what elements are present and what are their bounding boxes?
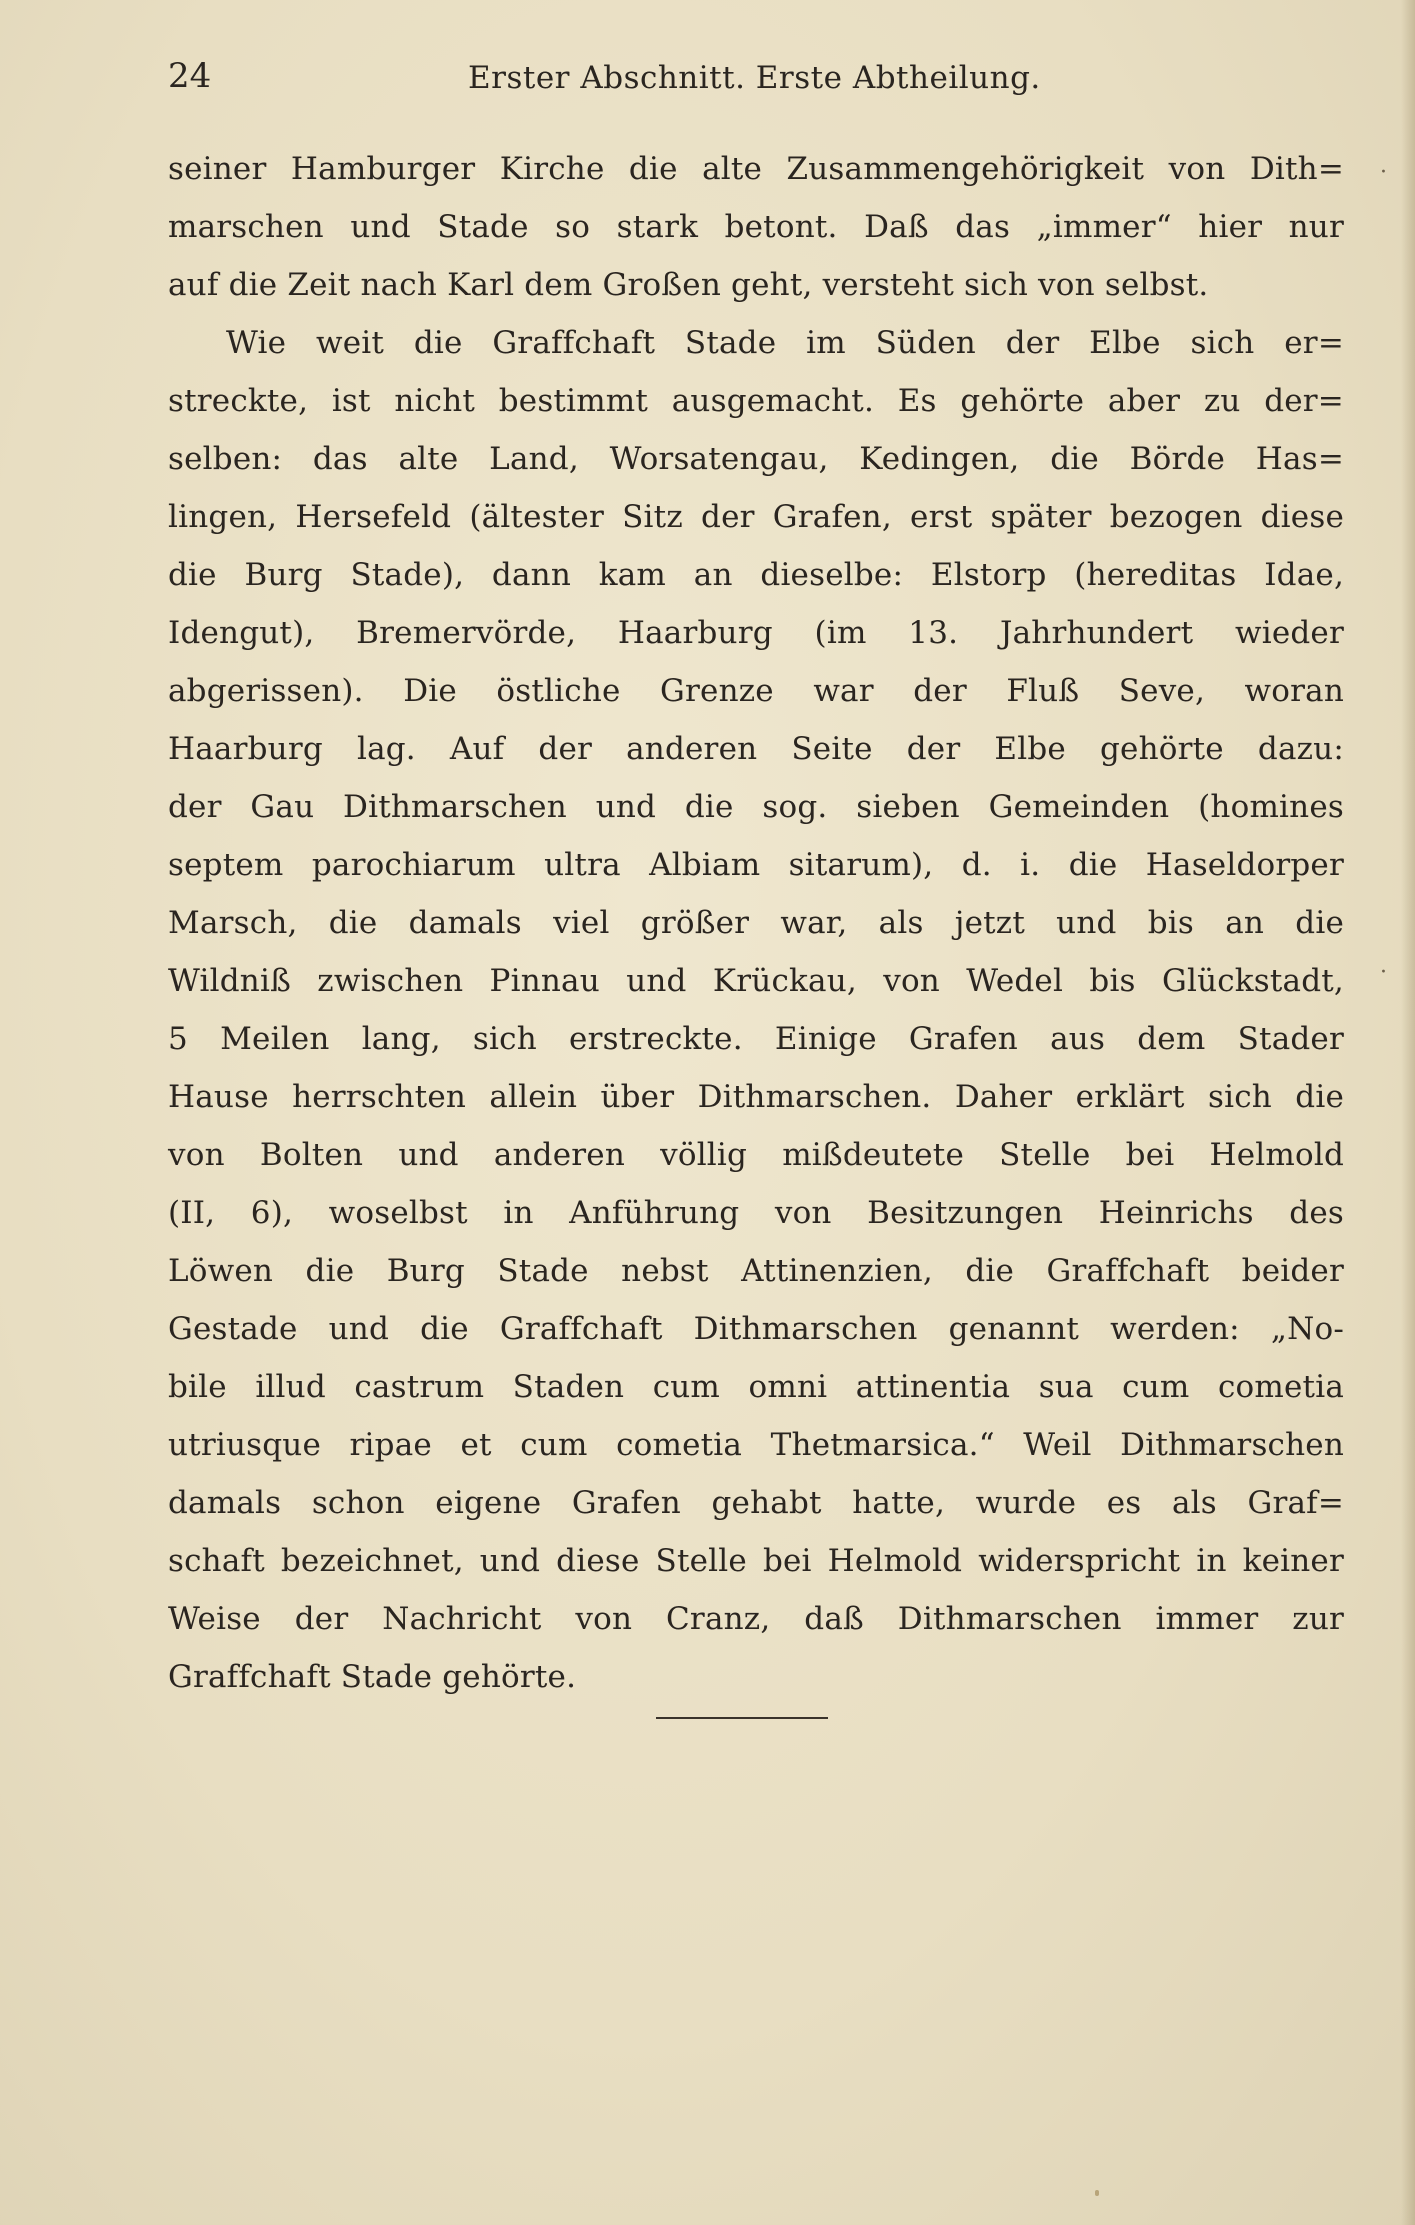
text-line: schaft bezeichnet, und diese Stelle bei Helmold widerspricht in keiner xyxy=(168,1543,1344,1579)
text-line: Hause herrschten allein über Dithmarschen. Daher erklärt sich die xyxy=(168,1079,1344,1115)
text-line: marschen und Stade so stark betont. Daß das „immer“ hier nur xyxy=(168,209,1344,245)
text-line: streckte, ist nicht bestimmt ausgemacht. Es gehörte aber zu der= xyxy=(168,383,1344,419)
running-head: Erster Abschnitt. Erste Abtheilung. xyxy=(468,60,1041,96)
text-line: seiner Hamburger Kirche die alte Zusammengehörigkeit von Dith= xyxy=(168,151,1344,187)
page-header xyxy=(168,50,1338,110)
text-line: selben: das alte Land, Worsatengau, Kedingen, die Börde Has= xyxy=(168,441,1344,477)
text-line: die Burg Stade), dann kam an dieselbe: Elstorp (hereditas Idae, xyxy=(168,557,1344,593)
text-line: abgerissen). Die östliche Grenze war der Fluß Seve, woran xyxy=(168,673,1344,709)
text-line: Wie weit die Graffchaft Stade im Süden der Elbe sich er= xyxy=(226,325,1344,361)
section-divider xyxy=(656,1717,828,1719)
text-line: utriusque ripae et cum cometia Thetmarsica.“ Weil Dithmarschen xyxy=(168,1427,1344,1463)
text-line: von Bolten und anderen völlig mißdeutete Stelle bei Helmold xyxy=(168,1137,1344,1173)
text-line: septem parochiarum ultra Albiam sitarum), d. i. die Haseldorper xyxy=(168,847,1344,883)
margin-dot: · xyxy=(1380,960,1387,985)
body-text xyxy=(168,140,1344,1706)
text-line: damals schon eigene Grafen gehabt hatte, wurde es als Graf= xyxy=(168,1485,1344,1521)
text-line: Löwen die Burg Stade nebst Attinenzien, die Graffchaft beider xyxy=(168,1253,1344,1289)
text-line: Graffchaft Stade gehörte. xyxy=(168,1659,577,1695)
text-line: Gestade und die Graffchaft Dithmarschen genannt werden: „No- xyxy=(168,1311,1344,1347)
page-edge-shadow xyxy=(1401,0,1415,2225)
text-line: (II, 6), woselbst in Anführung von Besitzungen Heinrichs des xyxy=(168,1195,1344,1231)
text-line: auf die Zeit nach Karl dem Großen geht, versteht sich von selbst. xyxy=(168,267,1209,303)
text-line: 5 Meilen lang, sich erstreckte. Einige Grafen aus dem Stader xyxy=(168,1021,1344,1057)
text-line: Wildniß zwischen Pinnau und Krückau, von Wedel bis Glückstadt, xyxy=(168,963,1344,999)
text-line: Marsch, die damals viel größer war, als jetzt und bis an die xyxy=(168,905,1344,941)
text-line: lingen, Hersefeld (ältester Sitz der Grafen, erst später bezogen diese xyxy=(168,499,1344,535)
text-line: der Gau Dithmarschen und die sog. sieben Gemeinden (homines xyxy=(168,789,1344,825)
text-line: bile illud castrum Staden cum omni attinentia sua cum cometia xyxy=(168,1369,1344,1405)
paper-speck xyxy=(1095,2190,1099,2196)
margin-dot: · xyxy=(1380,160,1387,185)
text-line: Haarburg lag. Auf der anderen Seite der Elbe gehörte dazu: xyxy=(168,731,1344,767)
text-line: Idengut), Bremervörde, Haarburg (im 13. Jahrhundert wieder xyxy=(168,615,1344,651)
page-number: 24 xyxy=(168,56,212,96)
text-line: Weise der Nachricht von Cranz, daß Dithmarschen immer zur xyxy=(168,1601,1344,1637)
